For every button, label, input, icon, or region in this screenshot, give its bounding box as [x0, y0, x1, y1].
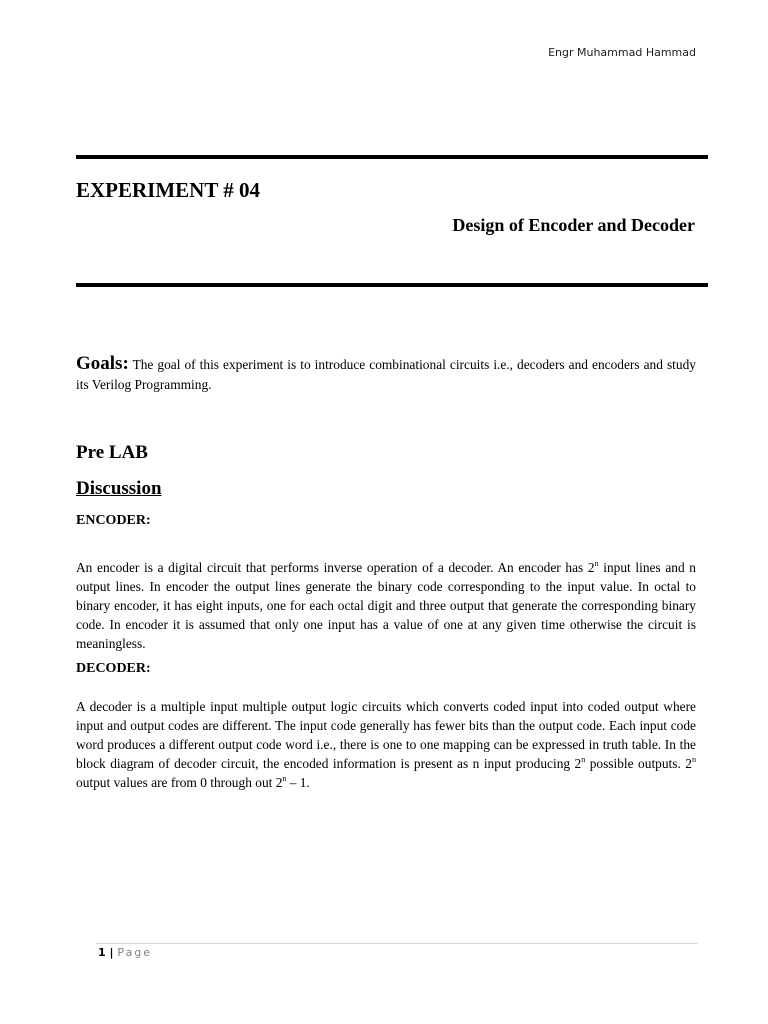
footer-divider [96, 943, 698, 944]
encoder-text-1: An encoder is a digital circuit that performs inverse operation of a decoder. An encoder has 2 [76, 560, 595, 575]
encoder-heading: ENCODER: [76, 513, 151, 528]
page-word: Page [117, 946, 152, 959]
decoder-text-1: A decoder is a multiple input multiple output logic circuits which converts coded input into coded output where input and output codes are different. The input code generally has fewer bits than the output code. Each input code word produces a different output code word i.e., there is one to one mapping can be expressed in truth table. In the block diagram of decoder circuit, the encoded information is present as n input producing 2 [76, 699, 696, 771]
top-rule [76, 155, 708, 159]
page-separator: | [105, 946, 118, 959]
decoder-sup-2: n [692, 755, 696, 764]
decoder-sup-3: n [282, 774, 287, 783]
encoder-text-2: input lines and n output lines. In encoder the output lines generate the binary code corresponding to the input value. In octal to binary encoder, it has eight inputs, one for each octal digit and three output that generate the corresponding binary code. In encoder it is assumed that only one input has a value of one at any given time otherwise the circuit is meaningless. [76, 560, 696, 651]
decoder-text-3: output values are from 0 through out 2 [76, 775, 283, 790]
decoder-paragraph [76, 697, 696, 792]
decoder-text-2: possible outputs. 2 [585, 756, 692, 771]
header-author: Engr Muhammad Hammad [548, 46, 696, 59]
bottom-rule [76, 283, 708, 287]
goals-text: The goal of this experiment is to introduce combinational circuits i.e., decoders and encoders and study its Verilog Programming. [76, 357, 696, 392]
prelab-heading: Pre LAB [76, 442, 148, 463]
goals-label: Goals: [76, 353, 129, 374]
experiment-title: EXPERIMENT # 04 [76, 178, 260, 202]
decoder-sup-1: n [581, 755, 586, 764]
page-footer [98, 946, 152, 959]
goals-paragraph [76, 354, 696, 395]
discussion-heading: Discussion [76, 478, 162, 499]
experiment-subtitle: Design of Encoder and Decoder [452, 215, 695, 235]
decoder-text-4: – 1. [286, 775, 310, 790]
encoder-paragraph [76, 558, 696, 653]
page-number: 1 [98, 946, 106, 959]
encoder-sup-1: n [594, 559, 599, 568]
decoder-heading: DECODER: [76, 661, 151, 676]
